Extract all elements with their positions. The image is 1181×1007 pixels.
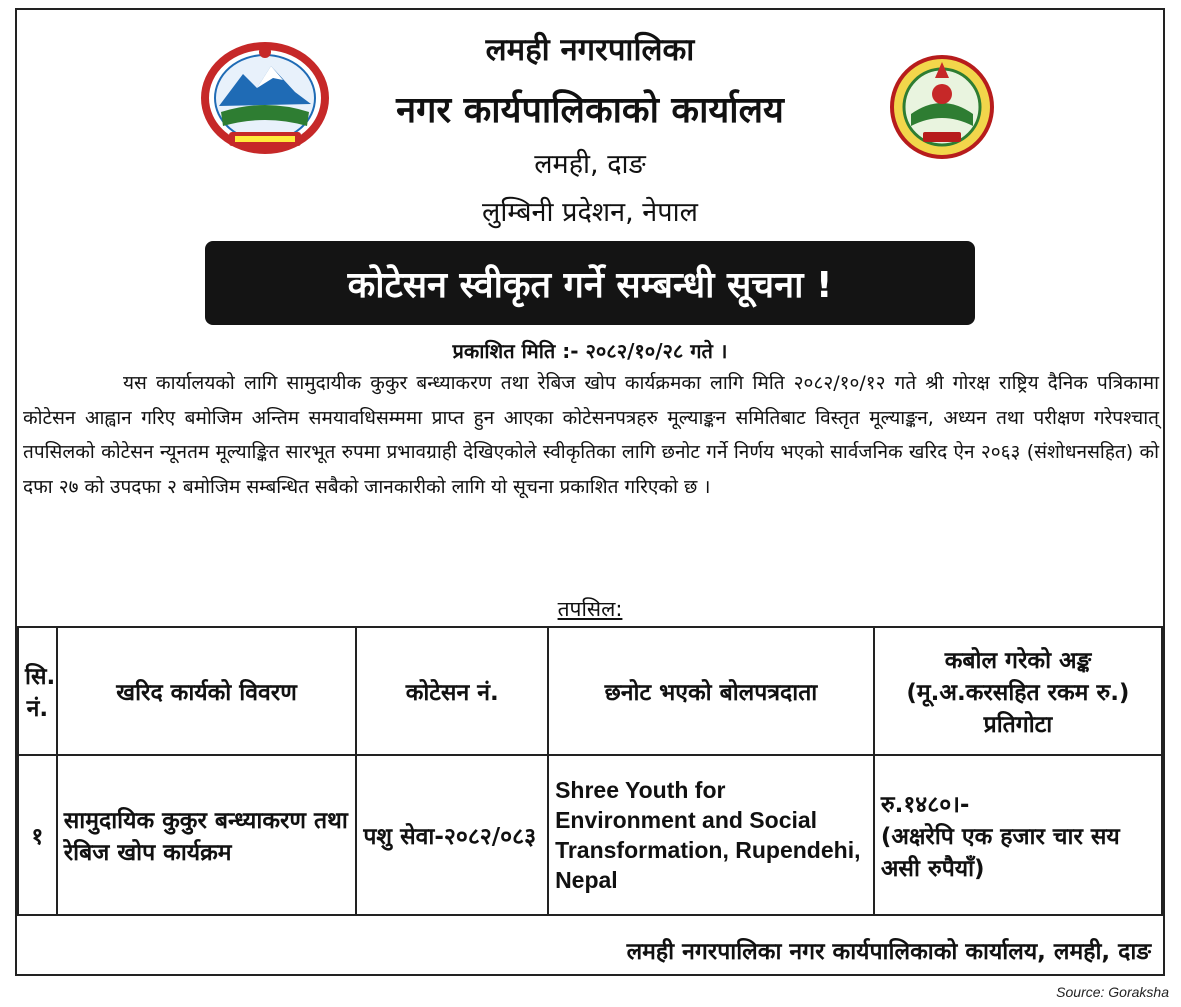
footer-office-signature: लमही नगरपालिका नगर कार्यपालिकाको कार्यालय, लमही, दाङ [626, 939, 1151, 965]
amount-value: रु.१४८०।- [880, 792, 970, 818]
header-quotation-no: कोटेसन नं. [356, 627, 548, 755]
notice-title: कोटेसन स्वीकृत गर्ने सम्बन्धी सूचना ! [347, 264, 833, 306]
header-amount: कबोल गरेको अङ्क (मू.अ.करसहित रकम रु.) प्रतिगोटा [874, 627, 1162, 755]
office-location: लमही, दाङ [534, 149, 646, 180]
table-row [18, 755, 1162, 915]
cell-amount [874, 755, 1162, 915]
notice-title-banner [205, 241, 975, 325]
province-line: लुम्बिनी प्रदेशन, नेपाल [482, 197, 698, 228]
notice-body [23, 366, 1159, 504]
municipality-name: लमही नगरपालिका [485, 32, 695, 68]
amount-in-words: (अक्षरेपि एक हजार चार सय असी रुपैयाँ) [880, 824, 1120, 882]
published-date: प्रकाशित मिति :- २०८२/१०/२८ गते । [452, 339, 728, 363]
cell-description: सामुदायिक कुकुर बन्ध्याकरण तथा रेबिज खोप कार्यक्रम [57, 755, 357, 915]
cell-quotation-no: पशु सेवा-२०८२/०८३ [356, 755, 548, 915]
header-sn: सि. नं. [18, 627, 57, 755]
header-bidder: छनोट भएको बोलपत्रदाता [548, 627, 874, 755]
table-header-row [18, 627, 1162, 755]
cell-sn: १ [18, 755, 57, 915]
quotation-table [17, 626, 1163, 916]
source-credit: Source: Goraksha [1056, 984, 1169, 1000]
cell-bidder: Shree Youth for Environment and Social Transformation, Rupendehi, Nepal [548, 755, 874, 915]
office-name: नगर कार्यपालिकाको कार्यालय [396, 90, 784, 131]
body-paragraph: यस कार्यालयको लागि सामुदायीक कुकुर बन्ध्याकरण तथा रेबिज खोप कार्यक्रमका लागि मिति २०८२/१०/१२ गते श्री गोरक्ष राष्ट्रिय दैनिक पत्रिकामा कोटेसन आह्वान गरिए बमोजिम अन्तिम समयावधिसम्ममा प्राप्त हुन आएका कोटेसनपत्रहरु मूल्याङ्कन समितिबाट विस्तृत मूल्याङ्कन, अध्यन तथा परीक्षण गरेपश्चात् तपसिलको कोटेसन न्यूनतम मूल्याङ्कित सारभूत रुपमा प्रभावग्राही देखिएकोले स्वीकृतिका लागि छनोट गर्ने निर्णय भएको सार्वजनिक खरिद ऐन २०६३ (संशोधनसहित) को दफा २७ को उपदफा २ बमोजिम सम्बन्धित सबैको जानकारीको लागि यो सूचना प्रकाशित गरिएको छ । [23, 372, 1159, 498]
header-description: खरिद कार्यको विवरण [57, 627, 357, 755]
notice-document [15, 8, 1165, 976]
tapasil-heading: तपसिल: [557, 597, 623, 621]
